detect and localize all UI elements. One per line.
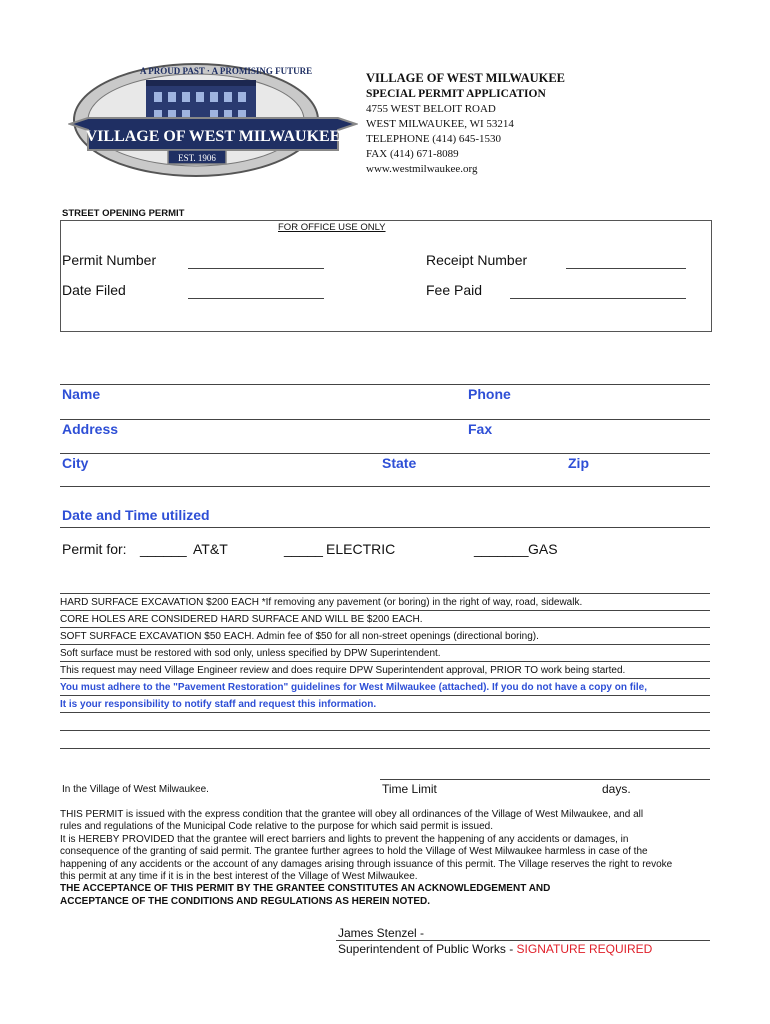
acceptance-line-1: THE ACCEPTANCE OF THIS PERMIT BY THE GRANTEE CONSTITUTES AN ACKNOWLEDGEMENT AND [60,883,551,895]
village-logo-graphic [68,62,358,182]
gas-checkbox-blank[interactable]: _______ [474,541,529,557]
blank-line-2[interactable] [60,748,710,749]
att-checkbox-blank[interactable]: ______ [140,541,187,557]
signature-required: SIGNATURE REQUIRED [516,942,653,956]
note-hard-surface: HARD SURFACE EXCAVATION $200 EACH *If removing any pavement (or boring) in the right of way, road, sidewalk. [60,596,710,611]
signature-title: Superintendent of Public Works - [338,942,517,956]
permit-number-label: Permit Number [62,252,157,268]
logo-banner-text: VILLAGE OF WEST MILWAUKEE [85,128,341,145]
website-link[interactable]: www.westmilwaukee.org [366,163,478,175]
org-name: VILLAGE OF WEST MILWAUKEE [366,71,566,85]
blank-line-1[interactable] [60,730,710,731]
city-label: City [62,455,89,471]
logo-arc-text: A PROUD PAST · A PROMISING FUTURE [140,66,313,76]
acceptance-line-2: ACCEPTANCE OF THE CONDITIONS AND REGULATIONS AS HEREIN NOTED. [60,895,431,907]
note-soft-surface: SOFT SURFACE EXCAVATION $50 EACH. Admin fee of $50 for all non-street openings (directional boring). [60,630,710,645]
address-line-2: WEST MILWAUKEE, WI 53214 [366,118,514,130]
condition-line-6: this permit at any time if it is in the best interest of the Village of West Milwaukee. [60,871,418,883]
date-time-field-line[interactable] [60,527,710,528]
fax: FAX (414) 671-8089 [366,148,459,160]
receipt-number-label: Receipt Number [426,252,528,268]
phone-label: Phone [468,386,511,402]
location-text: In the Village of West Milwaukee. [62,784,209,795]
applicant-top-rule [60,384,710,385]
signature-name: James Stenzel - [338,926,425,940]
fax-label: Fax [468,421,493,437]
village-logo [68,62,358,182]
note-core-holes: CORE HOLES ARE CONSIDERED HARD SURFACE AND WILL BE $200 EACH. [60,613,710,628]
fee-paid-label: Fee Paid [426,282,483,298]
permit-number-field[interactable] [188,268,324,269]
receipt-number-field[interactable] [566,268,686,269]
att-label: AT&T [193,541,228,557]
notes-top-rule [60,593,710,594]
name-phone-field-line[interactable] [60,419,710,420]
condition-line-2: rules and regulations of the Municipal Code relative to the purpose for which said permit is issued. [60,821,494,833]
signature-line[interactable] [336,940,710,941]
gas-label: GAS [528,541,558,557]
condition-line-5: happening of any accidents or the account of any damages arising through issuance of this permit. The Village reserves the right to revoke [60,858,673,870]
telephone: TELEPHONE (414) 645-1530 [366,133,502,145]
doc-title: SPECIAL PERMIT APPLICATION [366,88,546,100]
address-label: Address [62,421,119,437]
city-state-zip-field-line[interactable] [60,486,710,487]
time-limit-rule [380,779,710,780]
note-sod: Soft surface must be restored with sod only, unless specified by DPW Superintendent. [60,647,710,662]
condition-line-1: THIS PERMIT is issued with the express condition that the grantee will obey all ordinances of the Village of West Milwaukee, and all [60,809,644,820]
office-use-title: FOR OFFICE USE ONLY [278,222,386,233]
electric-checkbox-blank[interactable]: _____ [284,541,323,557]
conditions-paragraph [60,809,710,908]
date-time-label: Date and Time utilized [62,507,210,523]
note-pavement-guidelines: You must adhere to the "Pavement Restoration" guidelines for West Milwaukee (attached). If you do not have a copy on file, [60,681,710,696]
fee-paid-field[interactable] [510,298,686,299]
condition-line-3: It is HEREBY PROVIDED that the grantee will erect barriers and lights to prevent the happening of any accidents or damages, in [60,833,629,845]
time-limit-label: Time Limit [382,782,437,796]
electric-label: ELECTRIC [326,541,396,557]
date-filed-label: Date Filed [62,282,126,298]
name-label: Name [62,386,101,402]
address-line-1: 4755 WEST BELOIT ROAD [366,103,496,115]
note-approval: This request may need Village Engineer review and does require DPW Superintendent approval, PRIOR TO work being started. [60,664,710,679]
permit-for-label: Permit for: [62,541,127,557]
signature-title-row [338,942,652,956]
header-block [366,70,726,177]
note-notify-staff: It is your responsibility to notify staff and request this information. [60,698,710,713]
days-label: days. [602,782,631,796]
logo-est-text: EST. 1906 [178,153,216,163]
office-use-box [60,220,712,332]
zip-label: Zip [568,455,589,471]
address-fax-field-line[interactable] [60,453,710,454]
state-label: State [382,455,417,471]
permit-type: STREET OPENING PERMIT [62,208,185,219]
condition-line-4: consequence of the granting of said permit. The grantee further agrees to hold the Village of West Milwaukee harmless in case of the [60,846,648,858]
date-filed-field[interactable] [188,298,324,299]
